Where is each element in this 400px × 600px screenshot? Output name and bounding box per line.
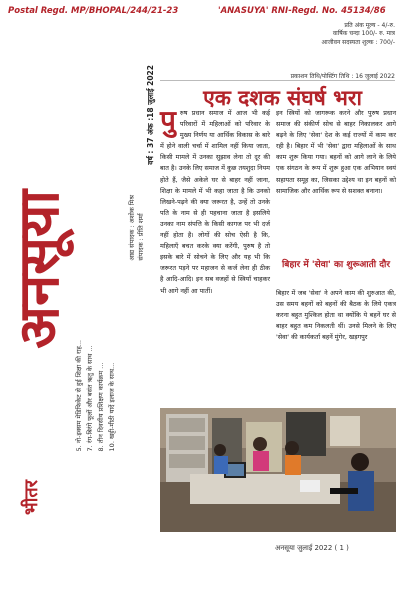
lifetime-subscription: आजीवन सदस्यता शुल्क : 700/- — [321, 38, 395, 46]
article-subheading: बिहार में 'सेवा' का शुरूआती दौर — [281, 260, 391, 270]
contents-item: 5. नो-इक्सम मेडिफिकेट से हुई शिक्षा की राह... — [75, 340, 83, 452]
page-footer: अनसूया जुलाई 2022 ( 1 ) — [275, 544, 349, 552]
header-divider — [160, 80, 395, 81]
contents-item: 10. खट्टी-मीठी यादें इलाज के साथ... — [108, 362, 116, 452]
article-column-2: इन स्त्रियों को जागरूक करने और पुरुष प्रधान समाज की संकीर्ण सोच से बाहर निकालकर आगे बढ़ने के लिए 'सेवा' देश के कई राज्यों में काम कर रही है। बिहार में भी 'सेवा' द्वारा महिलाओं के साथ काम शुरू किया गया। बहनों को आगे लाने के लिये एक संगठन के रूप में शुरू हुआ एक अभियान स्वयं सहायता समूह का, जिसका उद्देश्य था इन बहनों को सामाजिक और आर्थिक रूप से सशक्त बनाना। — [276, 109, 396, 195]
contents-item: 8. तीन दिवसीय प्रशिक्षण कार्यक्रम ... — [97, 362, 105, 452]
article-column-1 — [160, 104, 270, 297]
rni-registration: 'ANASUYA' RNI-Regd. No. 45134/86 — [218, 6, 386, 16]
office-photo-illustration — [160, 408, 396, 532]
column-1-text: रुष प्रधान समाज में आज भी कई परिवारों में महिलाओं को परिवार के मुख्य निर्णय या आर्थिक विकास के बारे में होने वाली चर्चा में शामिल नहीं किया जाता, किसी मामले में उनका सुझाव लेना तो दूर की बात है। उनके लिए समाज में कुछ तयशुदा नियम होते हैं, जैसे अकेले घर से बाहर नहीं जाना, शिक्षा के मामले में भी कहा जाता है कि उनको लिखने-पढ़ने की क्या जरूरत है, उन्हें तो उनके पति के नाम से ही पहचाना जाता है इसलिये उनका नाम संपत्ति के किसी कागज पर भी दर्ज नहीं होता है। लोगों की सोच ऐसी है कि, महिलाएँ बचत करके क्या करेंगी, पुरुष है तो इसके बारे में सोचने के लिए और यह भी कि जरूरत पड़ने पर महाजन से कर्ज लेना ही ठीक है आदि-आदि। इन सब वजहों से स्त्रियाँ चाहकर भी आगे नहीं आ पातीं। — [160, 109, 270, 295]
article-column-3: बिहार में जब 'सेवा' ने अपने काम की शुरुआत की, उस समय बहनों को बहनों की बैठक के लिये एकत्र करना बहुत मुश्किल होता था क्योंकि ये बहनें घर से बाहर बहुत कम निकलती थीं। उनसे मिलने के लिए 'सेवा' की कार्यकर्ता बहनें मुंगेर, खड़गपुर — [276, 289, 396, 342]
editors-block — [128, 195, 146, 261]
issue-info: वर्ष : 37 अंक :18 जुलाई 2022 — [146, 65, 155, 165]
masthead-title: अनसूया — [7, 190, 72, 349]
price-block — [245, 22, 395, 47]
drop-cap: पु — [160, 104, 176, 137]
contents-item: 7. रंग-बिरंगे फूलों और बसंत ऋतु के साथ ... — [86, 345, 94, 452]
contents-list — [74, 340, 118, 451]
postal-registration: Postal Regd. MP/BHOPAL/244/21-23 — [8, 6, 179, 16]
single-copy-price: प्रति अंक मूल्य - 4/-रु. — [344, 22, 395, 29]
publication-date: प्रकाशन तिथि/पोस्टिंग तिथि : 16 जुलाई 2022 — [290, 73, 395, 80]
contents-heading: भीतर — [21, 480, 42, 515]
annual-subscription: वार्षिक चन्दा 100/- रु. मात्र — [332, 30, 395, 38]
office-photo — [160, 408, 396, 532]
editor: संपादक : प्रीति शर्मा — [137, 213, 145, 261]
article-title: एक दशक संघर्ष भरा — [203, 86, 362, 110]
chief-editor: आद्य संपादक : अशोक मिश्र — [128, 195, 136, 261]
